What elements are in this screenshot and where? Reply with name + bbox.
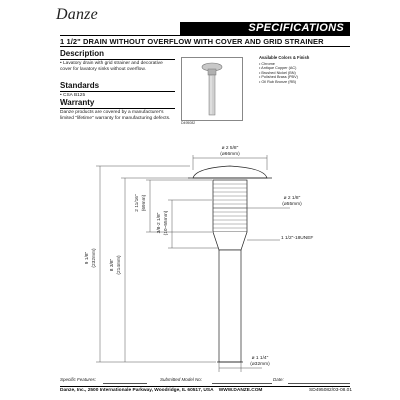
color-item: • Polished Brass (PBV) <box>259 75 298 80</box>
company-address <box>60 388 262 393</box>
submitted-model-line[interactable] <box>212 383 272 384</box>
colors-heading: Available Colors & Finish <box>259 55 310 60</box>
photo-model-label: D495082 <box>181 121 196 125</box>
website-link[interactable]: WWW.DANZE.COM <box>218 388 263 393</box>
upper-height-mm: (69mm) <box>142 194 147 212</box>
standards-heading: Standards <box>60 81 100 90</box>
top-diameter-in: ø 2 5/8" <box>221 146 239 151</box>
specific-features-label: Specific Features: <box>60 377 97 382</box>
address-text: Danze, Inc., 2500 Internationale Parkway, Woodridge, IL 60517, USA <box>60 388 214 393</box>
bottom-diameter-mm: (ø32mm) <box>250 362 270 367</box>
upper-height-in: 2 11/16" <box>135 194 140 212</box>
product-title: 1 1/2" DRAIN WITHOUT OVERFLOW WITH COVER AND GRID STRAINER <box>60 37 324 46</box>
mid-diameter-mm: (ø55mm) <box>282 202 302 207</box>
body-height-mm: (214mm) <box>117 255 122 275</box>
warranty-heading: Warranty <box>60 98 95 107</box>
top-diameter-mm: (ø66mm) <box>220 152 240 157</box>
footer-rule <box>60 386 350 387</box>
date-label: Date: <box>273 377 284 382</box>
range-height-mm: (10~55mm) <box>164 210 169 236</box>
description-text: • Lavatory drain with grid strainer and decorative cover for lavatory sinks without overflow. <box>60 61 163 72</box>
color-item: • Chrome <box>259 61 275 66</box>
body-height-in: 8 3/8" <box>110 258 115 272</box>
banner-label: SPECIFICATIONS <box>248 22 344 34</box>
specific-features-line[interactable] <box>103 383 147 384</box>
color-item: • Brushed Nickel (BN) <box>259 70 296 75</box>
color-item: • Oil Rub Bronze (RB) <box>259 79 296 84</box>
bottom-diameter-in: ø 1 1/4" <box>251 356 269 361</box>
overall-height-in: 9 1/8" <box>85 251 90 265</box>
standards-text: • CSA B125 <box>60 93 86 98</box>
range-height-in: 3/8-2 1/8" <box>157 212 162 234</box>
description-heading: Description <box>60 49 105 58</box>
color-item: • Antique Copper (AC) <box>259 66 297 71</box>
overall-height-mm: (232mm) <box>92 248 97 268</box>
danze-logo: Danze <box>56 6 98 23</box>
thread-spec-label: 1 1/2"-18UNEF <box>281 236 314 241</box>
mid-diameter-in: ø 2 1/8" <box>283 196 301 201</box>
document-number: SD495082/03-08.01 <box>309 388 352 393</box>
date-line[interactable] <box>288 383 350 384</box>
submitted-model-label: Submitted Model No: <box>160 377 203 382</box>
warranty-text: Danze products are covered by a manufacturer's limited "lifetime" warranty for manufacturing defects. <box>60 110 171 121</box>
